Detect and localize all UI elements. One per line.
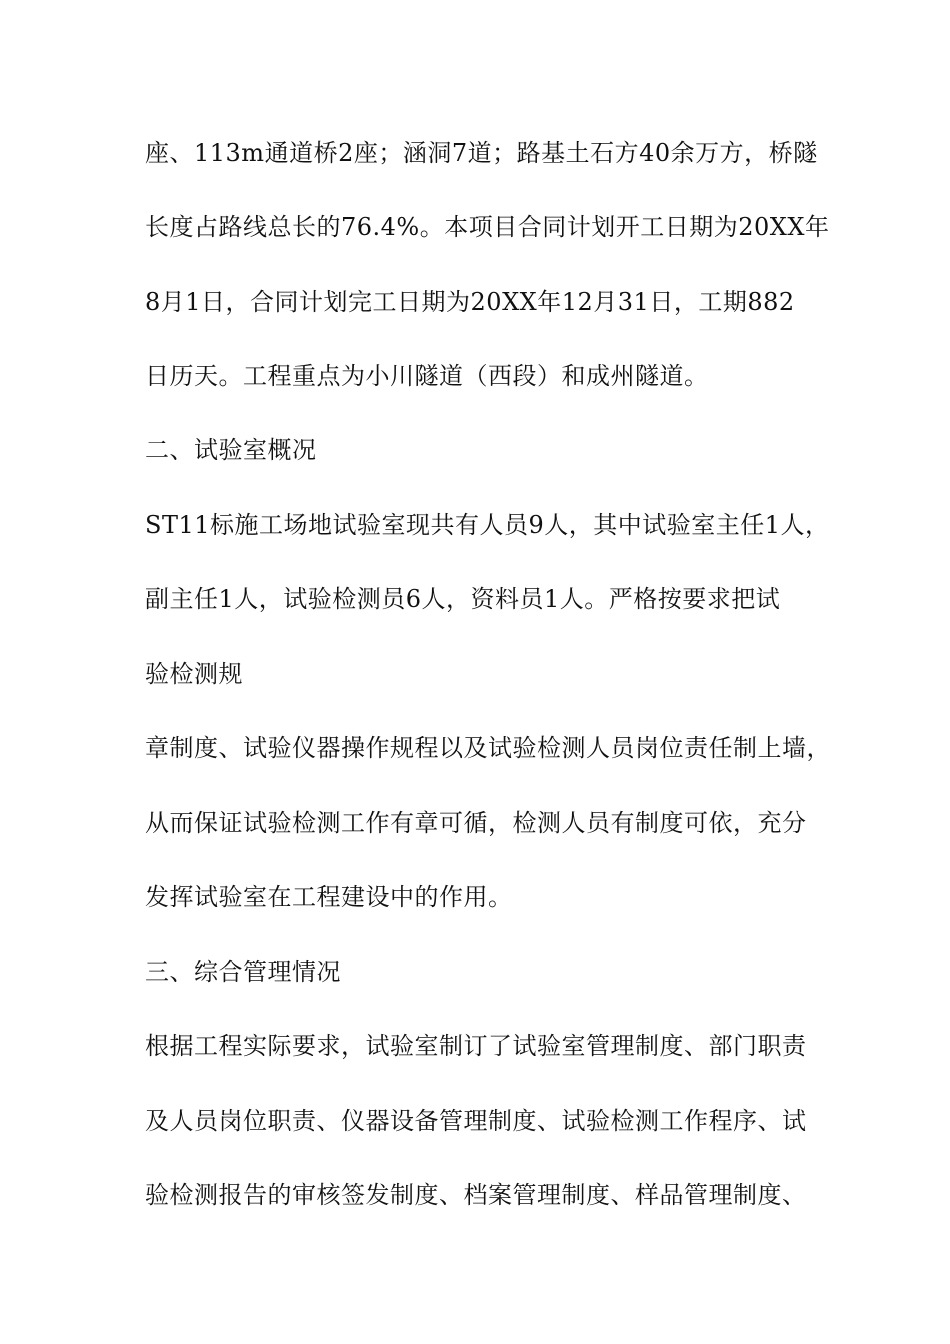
- paragraph-line: 验检测规: [145, 660, 243, 688]
- paragraph-line: 根据工程实际要求，试验室制订了试验室管理制度、部门职责: [145, 1032, 807, 1060]
- paragraph-line: 及人员岗位职责、仪器设备管理制度、试验检测工作程序、试: [145, 1107, 807, 1135]
- section-heading-management: 三、综合管理情况: [145, 958, 341, 986]
- paragraph-line: 日历天。工程重点为小川隧道（西段）和成州隧道。: [145, 362, 709, 390]
- paragraph-line: 座、113m通道桥2座；涵洞7道；路基土石方40余万方，桥隧: [145, 139, 818, 167]
- paragraph-line: ST11标施工场地试验室现共有人员9人，其中试验室主任1人，: [145, 511, 830, 539]
- paragraph-line: 8月1日，合同计划完工日期为20XX年12月31日，工期882: [145, 288, 795, 316]
- paragraph-line: 章制度、试验仪器操作规程以及试验检测人员岗位责任制上墙，: [145, 734, 831, 762]
- paragraph-line: 长度占路线总长的76.4%。本项目合同计划开工日期为20XX年: [145, 213, 830, 241]
- paragraph-line: 发挥试验室在工程建设中的作用。: [145, 883, 513, 911]
- paragraph-line: 验检测报告的审核签发制度、档案管理制度、样品管理制度、: [145, 1181, 807, 1209]
- section-heading-lab-overview: 二、试验室概况: [145, 436, 317, 464]
- paragraph-line: 副主任1人，试验检测员6人，资料员1人。严格按要求把试: [145, 585, 781, 613]
- paragraph-line: 从而保证试验检测工作有章可循，检测人员有制度可依，充分: [145, 809, 807, 837]
